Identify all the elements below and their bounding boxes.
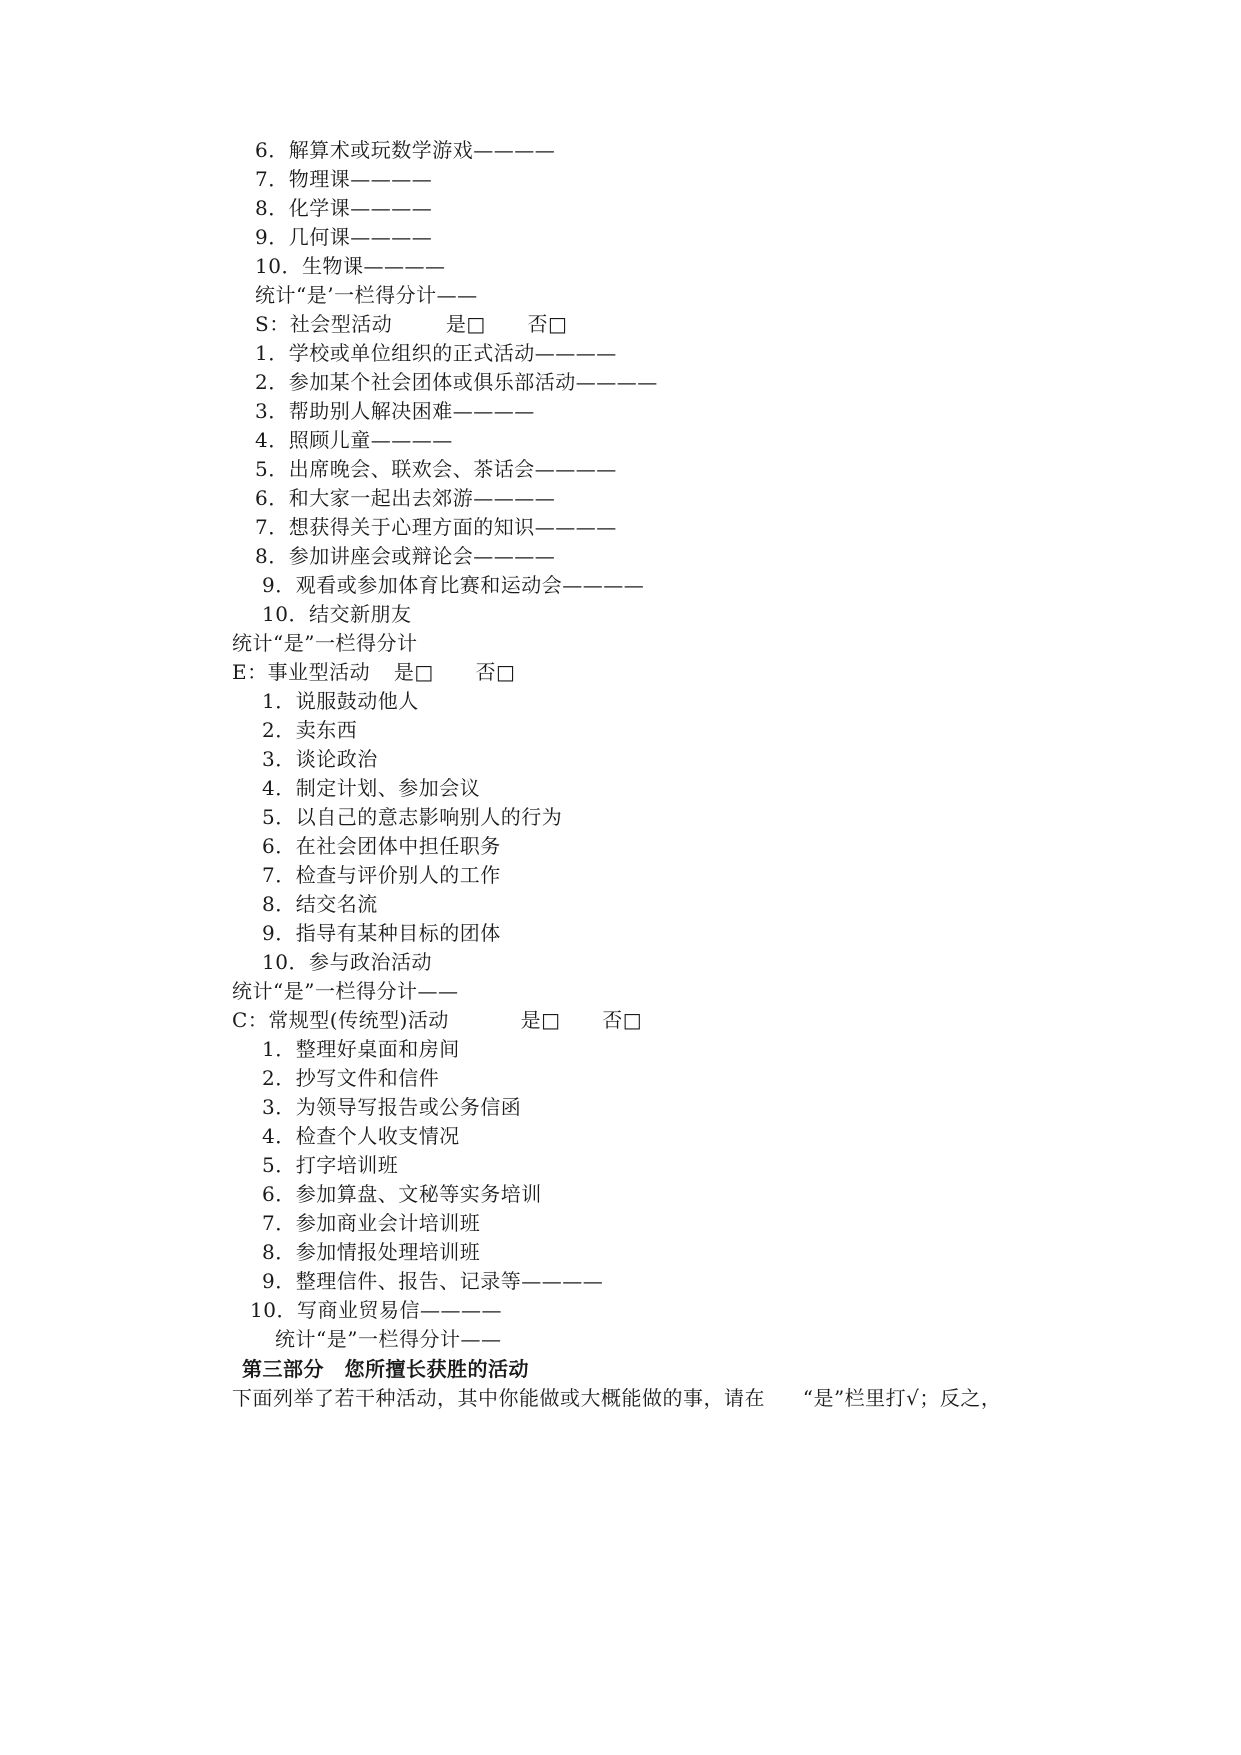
list-item: 6．解算术或玩数学游戏———— bbox=[255, 138, 556, 162]
list-item: 6．在社会团体中担任职务 bbox=[262, 834, 501, 858]
list-item: 4．制定计划、参加会议 bbox=[262, 776, 481, 800]
list-item: 10．参与政治活动 bbox=[262, 950, 432, 974]
list-item: 8．参加讲座会或辩论会———— bbox=[255, 544, 556, 568]
section-heading-label: C：常规型(传统型)活动 bbox=[232, 1008, 449, 1032]
list-item: 2．卖东西 bbox=[262, 718, 358, 742]
no-checkbox[interactable]: 否□ bbox=[527, 312, 568, 336]
list-item: 2．抄写文件和信件 bbox=[262, 1066, 440, 1090]
section-heading-label: S：社会型活动 bbox=[255, 312, 393, 336]
yes-checkbox[interactable]: 是□ bbox=[393, 660, 434, 684]
list-item: 4．检查个人收支情况 bbox=[262, 1124, 460, 1148]
list-item: 9．观看或参加体育比赛和运动会———— bbox=[262, 573, 645, 597]
list-item: 6．和大家一起出去郊游———— bbox=[255, 486, 556, 510]
list-item: 6．参加算盘、文秘等实务培训 bbox=[262, 1182, 542, 1206]
list-item: 7．检查与评价别人的工作 bbox=[262, 863, 501, 887]
list-item: 5．打字培训班 bbox=[262, 1153, 399, 1177]
intro-text-continued: “是”栏里打√；反之， bbox=[802, 1386, 1002, 1410]
section-heading-social bbox=[255, 312, 567, 336]
list-item: 4．照顾儿童———— bbox=[255, 428, 453, 452]
list-item: 8．结交名流 bbox=[262, 892, 378, 916]
list-item: 1．说服鼓动他人 bbox=[262, 689, 419, 713]
list-item: 3．为领导写报告或公务信函 bbox=[262, 1095, 522, 1119]
list-item: 9．几何课———— bbox=[255, 225, 433, 249]
part-intro bbox=[232, 1386, 1001, 1410]
list-item: 3．帮助别人解决困难———— bbox=[255, 399, 535, 423]
list-item: 1．整理好桌面和房间 bbox=[262, 1037, 460, 1061]
intro-text: 下面列举了若干种活动，其中你能做或大概能做的事，请在 bbox=[232, 1386, 765, 1410]
list-item: 7．想获得关于心理方面的知识———— bbox=[255, 515, 617, 539]
section-total: 统计“是’一栏得分计—— bbox=[255, 283, 478, 307]
list-item: 9．整理信件、报告、记录等———— bbox=[262, 1269, 604, 1293]
yes-checkbox[interactable]: 是□ bbox=[520, 1008, 561, 1032]
section-total: 统计“是”一栏得分计—— bbox=[232, 979, 459, 1003]
list-item: 10．写商业贸易信———— bbox=[250, 1298, 502, 1322]
list-item: 5．以自己的意志影响别人的行为 bbox=[262, 805, 563, 829]
list-item: 8．参加情报处理培训班 bbox=[262, 1240, 481, 1264]
list-item: 10．生物课———— bbox=[255, 254, 446, 278]
part-title: 第三部分 您所擅长获胜的活动 bbox=[242, 1357, 529, 1381]
list-item: 8．化学课———— bbox=[255, 196, 433, 220]
section-total: 统计“是”一栏得分计 bbox=[232, 631, 418, 655]
no-checkbox[interactable]: 否□ bbox=[602, 1008, 643, 1032]
section-total: 统计“是”一栏得分计—— bbox=[275, 1327, 502, 1351]
section-heading-enterprising bbox=[232, 660, 515, 684]
list-item: 5．出席晚会、联欢会、茶话会———— bbox=[255, 457, 617, 481]
list-item: 7．物理课———— bbox=[255, 167, 433, 191]
section-heading-label: E：事业型活动 bbox=[232, 660, 371, 684]
list-item: 10．结交新朋友 bbox=[262, 602, 412, 626]
list-item: 1．学校或单位组织的正式活动———— bbox=[255, 341, 617, 365]
list-item: 3．谈论政治 bbox=[262, 747, 378, 771]
section-heading-conventional bbox=[232, 1008, 642, 1032]
no-checkbox[interactable]: 否□ bbox=[475, 660, 516, 684]
list-item: 9．指导有某种目标的团体 bbox=[262, 921, 501, 945]
yes-checkbox[interactable]: 是□ bbox=[445, 312, 486, 336]
list-item: 2．参加某个社会团体或俱乐部活动———— bbox=[255, 370, 658, 394]
list-item: 7．参加商业会计培训班 bbox=[262, 1211, 481, 1235]
